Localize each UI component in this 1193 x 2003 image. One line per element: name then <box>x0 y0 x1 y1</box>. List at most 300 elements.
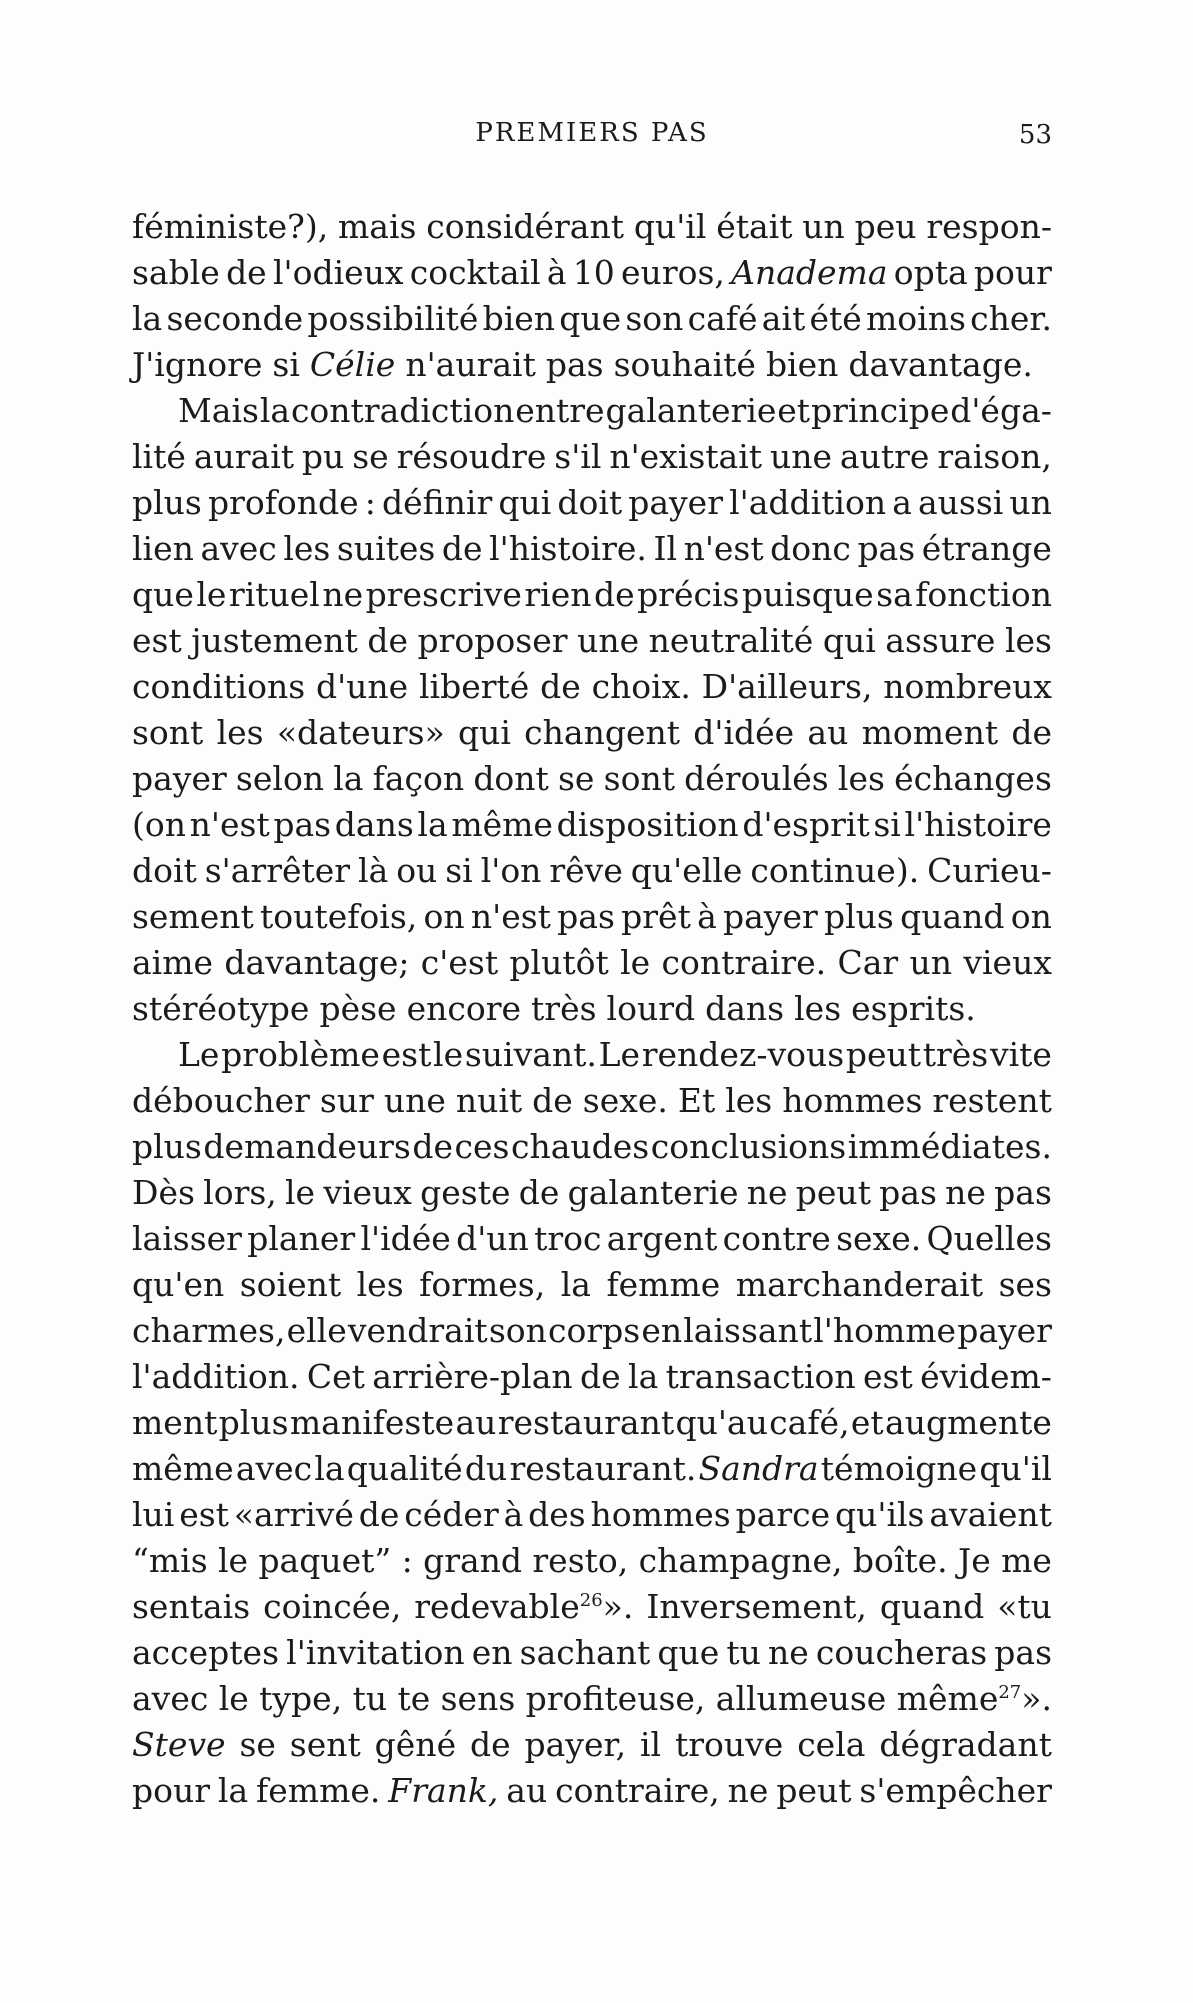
word: de <box>226 253 267 292</box>
word: Cet <box>306 1357 365 1396</box>
word: si <box>873 805 901 844</box>
text-line <box>132 1032 1052 1078</box>
word: cocktail <box>409 253 541 292</box>
text-line <box>132 1584 1052 1630</box>
word: l'odieux <box>272 253 404 292</box>
word: ses <box>998 1265 1052 1304</box>
word: témoigne <box>820 1449 978 1488</box>
word: les <box>725 1081 773 1120</box>
word: esprits. <box>851 989 976 1028</box>
word: pu <box>301 437 345 476</box>
italic-name: Célie <box>309 345 396 384</box>
italic-name: Sandra <box>698 1449 819 1488</box>
word: tu <box>726 1633 761 1672</box>
word: au <box>455 1403 497 1442</box>
word: aurait <box>193 437 295 476</box>
word: Car <box>837 943 899 982</box>
word: charmes, <box>132 1311 286 1350</box>
word: laisser <box>132 1219 242 1258</box>
word: a <box>892 483 912 522</box>
word: que <box>657 1633 720 1672</box>
word: quand <box>900 897 1005 936</box>
word: le <box>218 1541 249 1580</box>
word: peu <box>854 207 917 246</box>
word: Curieu- <box>927 851 1052 890</box>
word: corps <box>548 1311 641 1350</box>
word: qualité <box>346 1449 463 1488</box>
word: la <box>314 1449 345 1488</box>
word: sens <box>440 1679 516 1718</box>
word: avaient <box>929 1495 1052 1534</box>
word: nombreux <box>883 667 1052 706</box>
word: conclusions <box>650 1127 847 1166</box>
word: «dateurs» <box>276 713 445 752</box>
word: d'éga- <box>950 391 1052 430</box>
word: à <box>697 897 717 936</box>
word: stéréotype <box>132 989 310 1028</box>
word: qu'au <box>675 1403 768 1442</box>
text-line <box>132 526 1052 572</box>
word: fonction <box>915 575 1052 614</box>
word: laissant <box>683 1311 813 1350</box>
word: assure <box>885 621 996 660</box>
word: pour <box>973 253 1052 292</box>
word: lourd <box>606 989 696 1028</box>
word: de <box>593 575 635 614</box>
word: : <box>401 1541 413 1580</box>
word: profonde <box>207 483 359 522</box>
italic-name: Anadema <box>731 253 888 292</box>
word: proposer <box>417 621 568 660</box>
word: Je <box>958 1541 991 1580</box>
word: l'idée <box>360 1219 451 1258</box>
word: peut <box>776 1771 852 1810</box>
word: que <box>132 575 194 614</box>
word: déroulés <box>684 759 829 798</box>
word: ne <box>746 1173 788 1212</box>
word: resto, <box>532 1541 629 1580</box>
word: mais <box>338 207 417 246</box>
word: conditions <box>132 667 306 706</box>
word: seconde <box>166 299 304 338</box>
word: se <box>239 1725 276 1764</box>
word: payer <box>628 483 723 522</box>
word: encore <box>406 989 522 1028</box>
word: en <box>471 1633 513 1672</box>
word: et <box>777 391 811 430</box>
text-line <box>132 1630 1052 1676</box>
word: de <box>358 1495 400 1534</box>
word: qu'en <box>132 1265 225 1304</box>
word: «tu <box>997 1587 1052 1626</box>
word: redevable$^{26}$». <box>414 1587 634 1626</box>
word: “mis <box>132 1541 208 1580</box>
word: nuit <box>455 1081 523 1120</box>
word: dans <box>705 989 785 1028</box>
word: moment <box>861 713 999 752</box>
word: café <box>687 299 758 338</box>
text-line <box>132 710 1052 756</box>
word: de <box>518 1173 560 1212</box>
word: la <box>333 759 364 798</box>
text-line <box>132 250 1052 296</box>
running-header <box>132 118 1052 158</box>
word: le <box>285 1173 316 1212</box>
word: pas <box>879 1173 937 1212</box>
word: toutefois, <box>260 897 418 936</box>
word: pas <box>545 345 604 384</box>
word: (on <box>132 805 186 844</box>
footnote-ref: 26 <box>579 1590 603 1611</box>
word: liberté <box>418 667 530 706</box>
word: suites <box>336 529 436 568</box>
word: l'invitation <box>286 1633 465 1672</box>
word: s'arrêter <box>204 851 351 890</box>
text-line <box>132 1676 1052 1722</box>
text-line <box>132 1170 1052 1216</box>
word: cela <box>797 1725 866 1764</box>
word: manifeste <box>289 1403 455 1442</box>
word: se <box>352 437 389 476</box>
word: principe <box>810 391 950 430</box>
word: lité <box>132 437 186 476</box>
word: payer, <box>524 1725 627 1764</box>
word: doit <box>557 483 623 522</box>
text-line <box>132 940 1052 986</box>
text-line <box>132 756 1052 802</box>
word: restaurant. <box>509 1449 697 1488</box>
word: définir <box>382 483 493 522</box>
word: marchanderait <box>735 1265 984 1304</box>
text-line <box>132 1492 1052 1538</box>
word: ment <box>132 1403 218 1442</box>
word: galanterie <box>567 1173 739 1212</box>
word: moins <box>865 299 966 338</box>
word: d'idée <box>693 713 795 752</box>
word: raison, <box>937 437 1052 476</box>
word: avec <box>235 1449 313 1488</box>
word: ne <box>727 1771 769 1810</box>
word: trouve <box>674 1725 784 1764</box>
word: coucheras <box>815 1633 988 1672</box>
word: «arrivé <box>233 1495 354 1534</box>
word: problème <box>221 1035 380 1074</box>
word: on <box>423 897 465 936</box>
italic-name: Steve <box>132 1725 226 1764</box>
word: Le <box>598 1035 641 1074</box>
word: gêné <box>374 1725 457 1764</box>
word: prêt <box>621 897 691 936</box>
word: grand <box>423 1541 523 1580</box>
word: opta <box>893 253 968 292</box>
word: l'histoire <box>904 805 1052 844</box>
word: ne <box>322 575 364 614</box>
word: type, <box>259 1679 343 1718</box>
word: plus <box>132 1127 202 1166</box>
text-line <box>132 618 1052 664</box>
word: justement <box>191 621 358 660</box>
word: ait <box>761 299 806 338</box>
word: la <box>132 299 163 338</box>
word: Inversement, <box>646 1587 867 1626</box>
word: et <box>850 1403 884 1442</box>
word: planer <box>247 1219 356 1258</box>
text-line <box>132 1078 1052 1124</box>
word: considérant <box>426 207 624 246</box>
word: au <box>506 1771 548 1810</box>
word: peut <box>845 1035 922 1074</box>
word: l'addition <box>729 483 887 522</box>
word: rêve <box>549 851 623 890</box>
word: pas <box>994 1633 1052 1672</box>
word: contraire, <box>555 1771 720 1810</box>
word: se <box>558 759 595 798</box>
word: qui <box>498 483 552 522</box>
page-number: 53 <box>1018 120 1052 150</box>
word: la <box>628 1357 659 1396</box>
word: un <box>802 207 845 246</box>
word: pour <box>132 1771 211 1810</box>
word: le <box>620 943 651 982</box>
text-line <box>132 986 1052 1032</box>
word: l'homme <box>813 1311 957 1350</box>
word: les <box>356 1265 404 1304</box>
word: payer <box>723 897 818 936</box>
word: continue). <box>750 851 920 890</box>
word: Et <box>677 1081 716 1120</box>
word: : <box>364 483 376 522</box>
text-line <box>132 1216 1052 1262</box>
word: davantage; <box>224 943 410 982</box>
word: l'on <box>480 851 542 890</box>
word: prescrive <box>365 575 522 614</box>
word: qui <box>822 621 876 660</box>
word: de <box>367 621 408 660</box>
word: un <box>1009 483 1052 522</box>
word: cher. <box>970 299 1052 338</box>
word: dont <box>473 759 549 798</box>
word: très <box>922 1035 989 1074</box>
word: neutralité <box>648 621 814 660</box>
word: même <box>132 1449 234 1488</box>
word: est <box>132 621 182 660</box>
word: immédiates. <box>847 1127 1052 1166</box>
word: sent <box>289 1725 361 1764</box>
word: est <box>179 1495 229 1534</box>
body-text <box>132 204 1052 1814</box>
word: chaudes <box>510 1127 650 1166</box>
running-title: PREMIERS PAS <box>475 118 709 148</box>
text-line <box>132 1446 1052 1492</box>
word: son <box>625 299 684 338</box>
word: la <box>217 1771 249 1810</box>
word: de <box>532 1081 573 1120</box>
word: évidem- <box>920 1357 1052 1396</box>
word: de <box>580 1357 621 1396</box>
word: selon <box>235 759 325 798</box>
word: le <box>433 1035 464 1074</box>
word: est <box>381 1035 432 1074</box>
text-line <box>132 572 1052 618</box>
word: qu'il <box>979 1449 1052 1488</box>
word: c'est <box>420 943 499 982</box>
text-line <box>132 204 1052 250</box>
word: soient <box>239 1265 342 1304</box>
word: possibilité <box>307 299 479 338</box>
word: ces <box>454 1127 510 1166</box>
word: suivant. <box>464 1035 597 1074</box>
word: si <box>272 345 300 384</box>
word: contraire. <box>661 943 827 982</box>
text-line <box>132 296 1052 342</box>
word: davantage. <box>848 345 1033 384</box>
text-line <box>132 1124 1052 1170</box>
word: il <box>640 1725 662 1764</box>
word: sachant <box>519 1633 651 1672</box>
word: galanterie <box>605 391 777 430</box>
word: vieux <box>963 943 1052 982</box>
word: plus <box>823 897 894 936</box>
word: plus <box>132 483 202 522</box>
text-line <box>132 480 1052 526</box>
word: précis <box>637 575 740 614</box>
word: sexe. <box>582 1081 668 1120</box>
word: tu <box>352 1679 388 1718</box>
word: n'est <box>470 897 551 936</box>
text-line <box>132 1768 1052 1814</box>
word: avec <box>200 529 277 568</box>
word: les <box>216 713 264 752</box>
word: troc <box>534 1219 602 1258</box>
word: souhaité <box>613 345 756 384</box>
word: lui <box>132 1495 175 1534</box>
word: allumeuse <box>715 1679 887 1718</box>
word: doit <box>132 851 197 890</box>
word: de <box>469 1725 511 1764</box>
word: de <box>540 667 581 706</box>
text-line <box>132 848 1052 894</box>
word: sont <box>132 713 204 752</box>
word: arrière-plan <box>372 1357 573 1396</box>
word: façon <box>372 759 465 798</box>
word: restent <box>932 1081 1052 1120</box>
word: qu'elle <box>630 851 743 890</box>
word: la <box>259 391 291 430</box>
word: échanges <box>894 759 1052 798</box>
word: pas <box>273 805 332 844</box>
word: vendrait <box>347 1311 488 1350</box>
text-line <box>132 802 1052 848</box>
word: dans <box>334 805 414 844</box>
word: d'un <box>456 1219 529 1258</box>
word: pas <box>994 1173 1052 1212</box>
word: le <box>218 1679 249 1718</box>
word: parce <box>735 1495 831 1534</box>
word: demandeurs <box>203 1127 411 1166</box>
word: contre <box>722 1219 831 1258</box>
word: au <box>807 713 849 752</box>
word: étrange <box>921 529 1052 568</box>
word: les <box>837 759 885 798</box>
word: champagne, <box>638 1541 843 1580</box>
word: Mais <box>178 391 259 430</box>
word: rendez-vous <box>641 1035 845 1074</box>
word: hommes <box>782 1081 923 1120</box>
word: même$^{27}$». <box>896 1679 1052 1718</box>
word: pèse <box>319 989 397 1028</box>
word: de <box>1011 713 1052 752</box>
word: formes, <box>419 1265 546 1304</box>
word: lien <box>132 529 194 568</box>
word: sement <box>132 897 254 936</box>
word: féministe?), <box>132 207 329 246</box>
word: s'empêcher <box>859 1771 1052 1810</box>
word: été <box>809 299 862 338</box>
word: paquet” <box>258 1541 392 1580</box>
word: vieux <box>323 1173 412 1212</box>
word: ne <box>945 1173 986 1212</box>
word: donc <box>770 529 851 568</box>
word: sexe. <box>836 1219 922 1258</box>
word: son <box>488 1311 547 1350</box>
word: l'histoire. <box>489 529 647 568</box>
text-line <box>132 1400 1052 1446</box>
word: était <box>716 207 793 246</box>
word: sentais <box>132 1587 251 1626</box>
word: du <box>464 1449 508 1488</box>
footnote-ref: 27 <box>998 1682 1022 1703</box>
word: euros, <box>621 253 725 292</box>
word: n'existait <box>609 437 763 476</box>
word: les <box>283 529 331 568</box>
word: 10 <box>572 253 615 292</box>
word: payer <box>132 759 227 798</box>
word: J'ignore <box>132 345 263 384</box>
word: hommes <box>590 1495 731 1534</box>
word: aussi <box>917 483 1004 522</box>
word: acceptes <box>132 1633 280 1672</box>
word: qui <box>458 713 511 752</box>
word: si <box>445 851 473 890</box>
word: respon- <box>926 207 1052 246</box>
text-line <box>132 1262 1052 1308</box>
word: là <box>358 851 389 890</box>
word: pas <box>557 897 615 936</box>
word: on <box>1010 897 1052 936</box>
word: ne <box>767 1633 809 1672</box>
word: de <box>412 1127 454 1166</box>
word: augmente <box>885 1403 1052 1442</box>
word: d'une <box>315 667 409 706</box>
word: argent <box>606 1219 718 1258</box>
word: dégradant <box>879 1725 1052 1764</box>
word: de <box>441 529 483 568</box>
text-line <box>132 1538 1052 1584</box>
word: D'ailleurs, <box>701 667 873 706</box>
word: lors, <box>203 1173 277 1212</box>
word: résoudre <box>396 437 547 476</box>
word: en <box>641 1311 683 1350</box>
word: bien <box>482 299 556 338</box>
word: changent <box>524 713 681 752</box>
word: vite <box>989 1035 1052 1074</box>
word: avec <box>132 1679 209 1718</box>
word: femme. <box>256 1771 381 1810</box>
word: restaurant <box>497 1403 675 1442</box>
word: payer <box>957 1311 1052 1350</box>
text-line <box>132 1722 1052 1768</box>
word: très <box>531 989 597 1028</box>
